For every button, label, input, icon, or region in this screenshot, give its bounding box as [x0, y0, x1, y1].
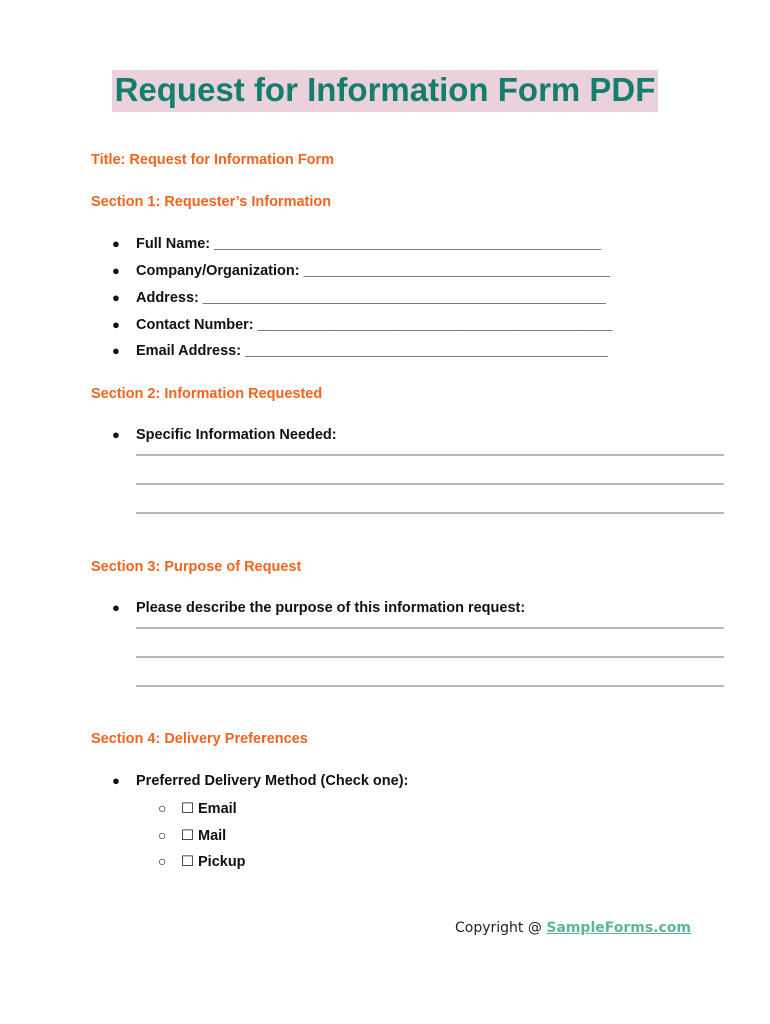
section-2-heading: Section 2: Information Requested — [91, 386, 323, 402]
title-wrapper — [0, 70, 770, 112]
field-address[interactable] — [112, 290, 606, 306]
prompt-label: Preferred Delivery Method (Check one): — [136, 773, 409, 789]
checkbox-icon[interactable]: ☐ — [181, 828, 194, 844]
purpose-line-3[interactable] — [136, 685, 724, 687]
delivery-option-email[interactable] — [158, 800, 237, 817]
footer-copyright — [455, 920, 691, 936]
answer-line-1[interactable] — [136, 454, 724, 456]
field-contact-number[interactable] — [112, 317, 612, 333]
prompt-label: Specific Information Needed: — [136, 427, 337, 443]
bullet-icon: ● — [112, 773, 120, 788]
field-label: Company/Organization: ______________________________________ — [136, 263, 611, 279]
field-label: Full Name: ________________________________________________ — [136, 236, 602, 252]
field-label: Address: __________________________________________________ — [136, 290, 607, 306]
page-title: Request for Information Form PDF — [112, 70, 659, 112]
section-3-heading: Section 3: Purpose of Request — [91, 559, 302, 575]
delivery-option-pickup[interactable] — [158, 853, 246, 870]
bullet-icon: ● — [112, 317, 120, 332]
delivery-option-mail[interactable] — [158, 827, 226, 844]
bullet-icon: ● — [112, 236, 120, 251]
sub-bullet-icon: ○ — [158, 827, 167, 843]
option-label: Email — [198, 801, 237, 817]
field-label: Contact Number: ____________________________________________ — [136, 317, 613, 333]
form-subtitle: Title: Request for Information Form — [91, 152, 335, 168]
specific-info-prompt — [112, 427, 337, 443]
purpose-prompt — [112, 600, 525, 616]
copyright-text: Copyright @ — [455, 920, 547, 936]
checkbox-icon[interactable]: ☐ — [181, 854, 194, 870]
answer-line-3[interactable] — [136, 512, 724, 514]
section-4-heading: Section 4: Delivery Preferences — [91, 731, 308, 747]
bullet-icon: ● — [112, 600, 120, 615]
bullet-icon: ● — [112, 290, 120, 305]
field-email-address[interactable] — [112, 343, 608, 359]
option-label: Mail — [198, 828, 227, 844]
option-label: Pickup — [198, 854, 246, 870]
bullet-icon: ● — [112, 427, 120, 442]
sub-bullet-icon: ○ — [158, 800, 167, 816]
bullet-icon: ● — [112, 343, 120, 358]
field-label: Email Address: _____________________________________________ — [136, 343, 608, 359]
field-full-name[interactable] — [112, 236, 601, 252]
answer-line-2[interactable] — [136, 483, 724, 485]
sub-bullet-icon: ○ — [158, 853, 167, 869]
brand-link[interactable]: SampleForms.com — [546, 920, 692, 936]
bullet-icon: ● — [112, 263, 120, 278]
purpose-line-1[interactable] — [136, 627, 724, 629]
prompt-label: Please describe the purpose of this information request: — [136, 600, 526, 616]
field-company[interactable] — [112, 263, 610, 279]
checkbox-icon[interactable]: ☐ — [181, 801, 194, 817]
delivery-prompt — [112, 773, 408, 789]
purpose-line-2[interactable] — [136, 656, 724, 658]
section-1-heading: Section 1: Requester’s Information — [91, 194, 332, 210]
